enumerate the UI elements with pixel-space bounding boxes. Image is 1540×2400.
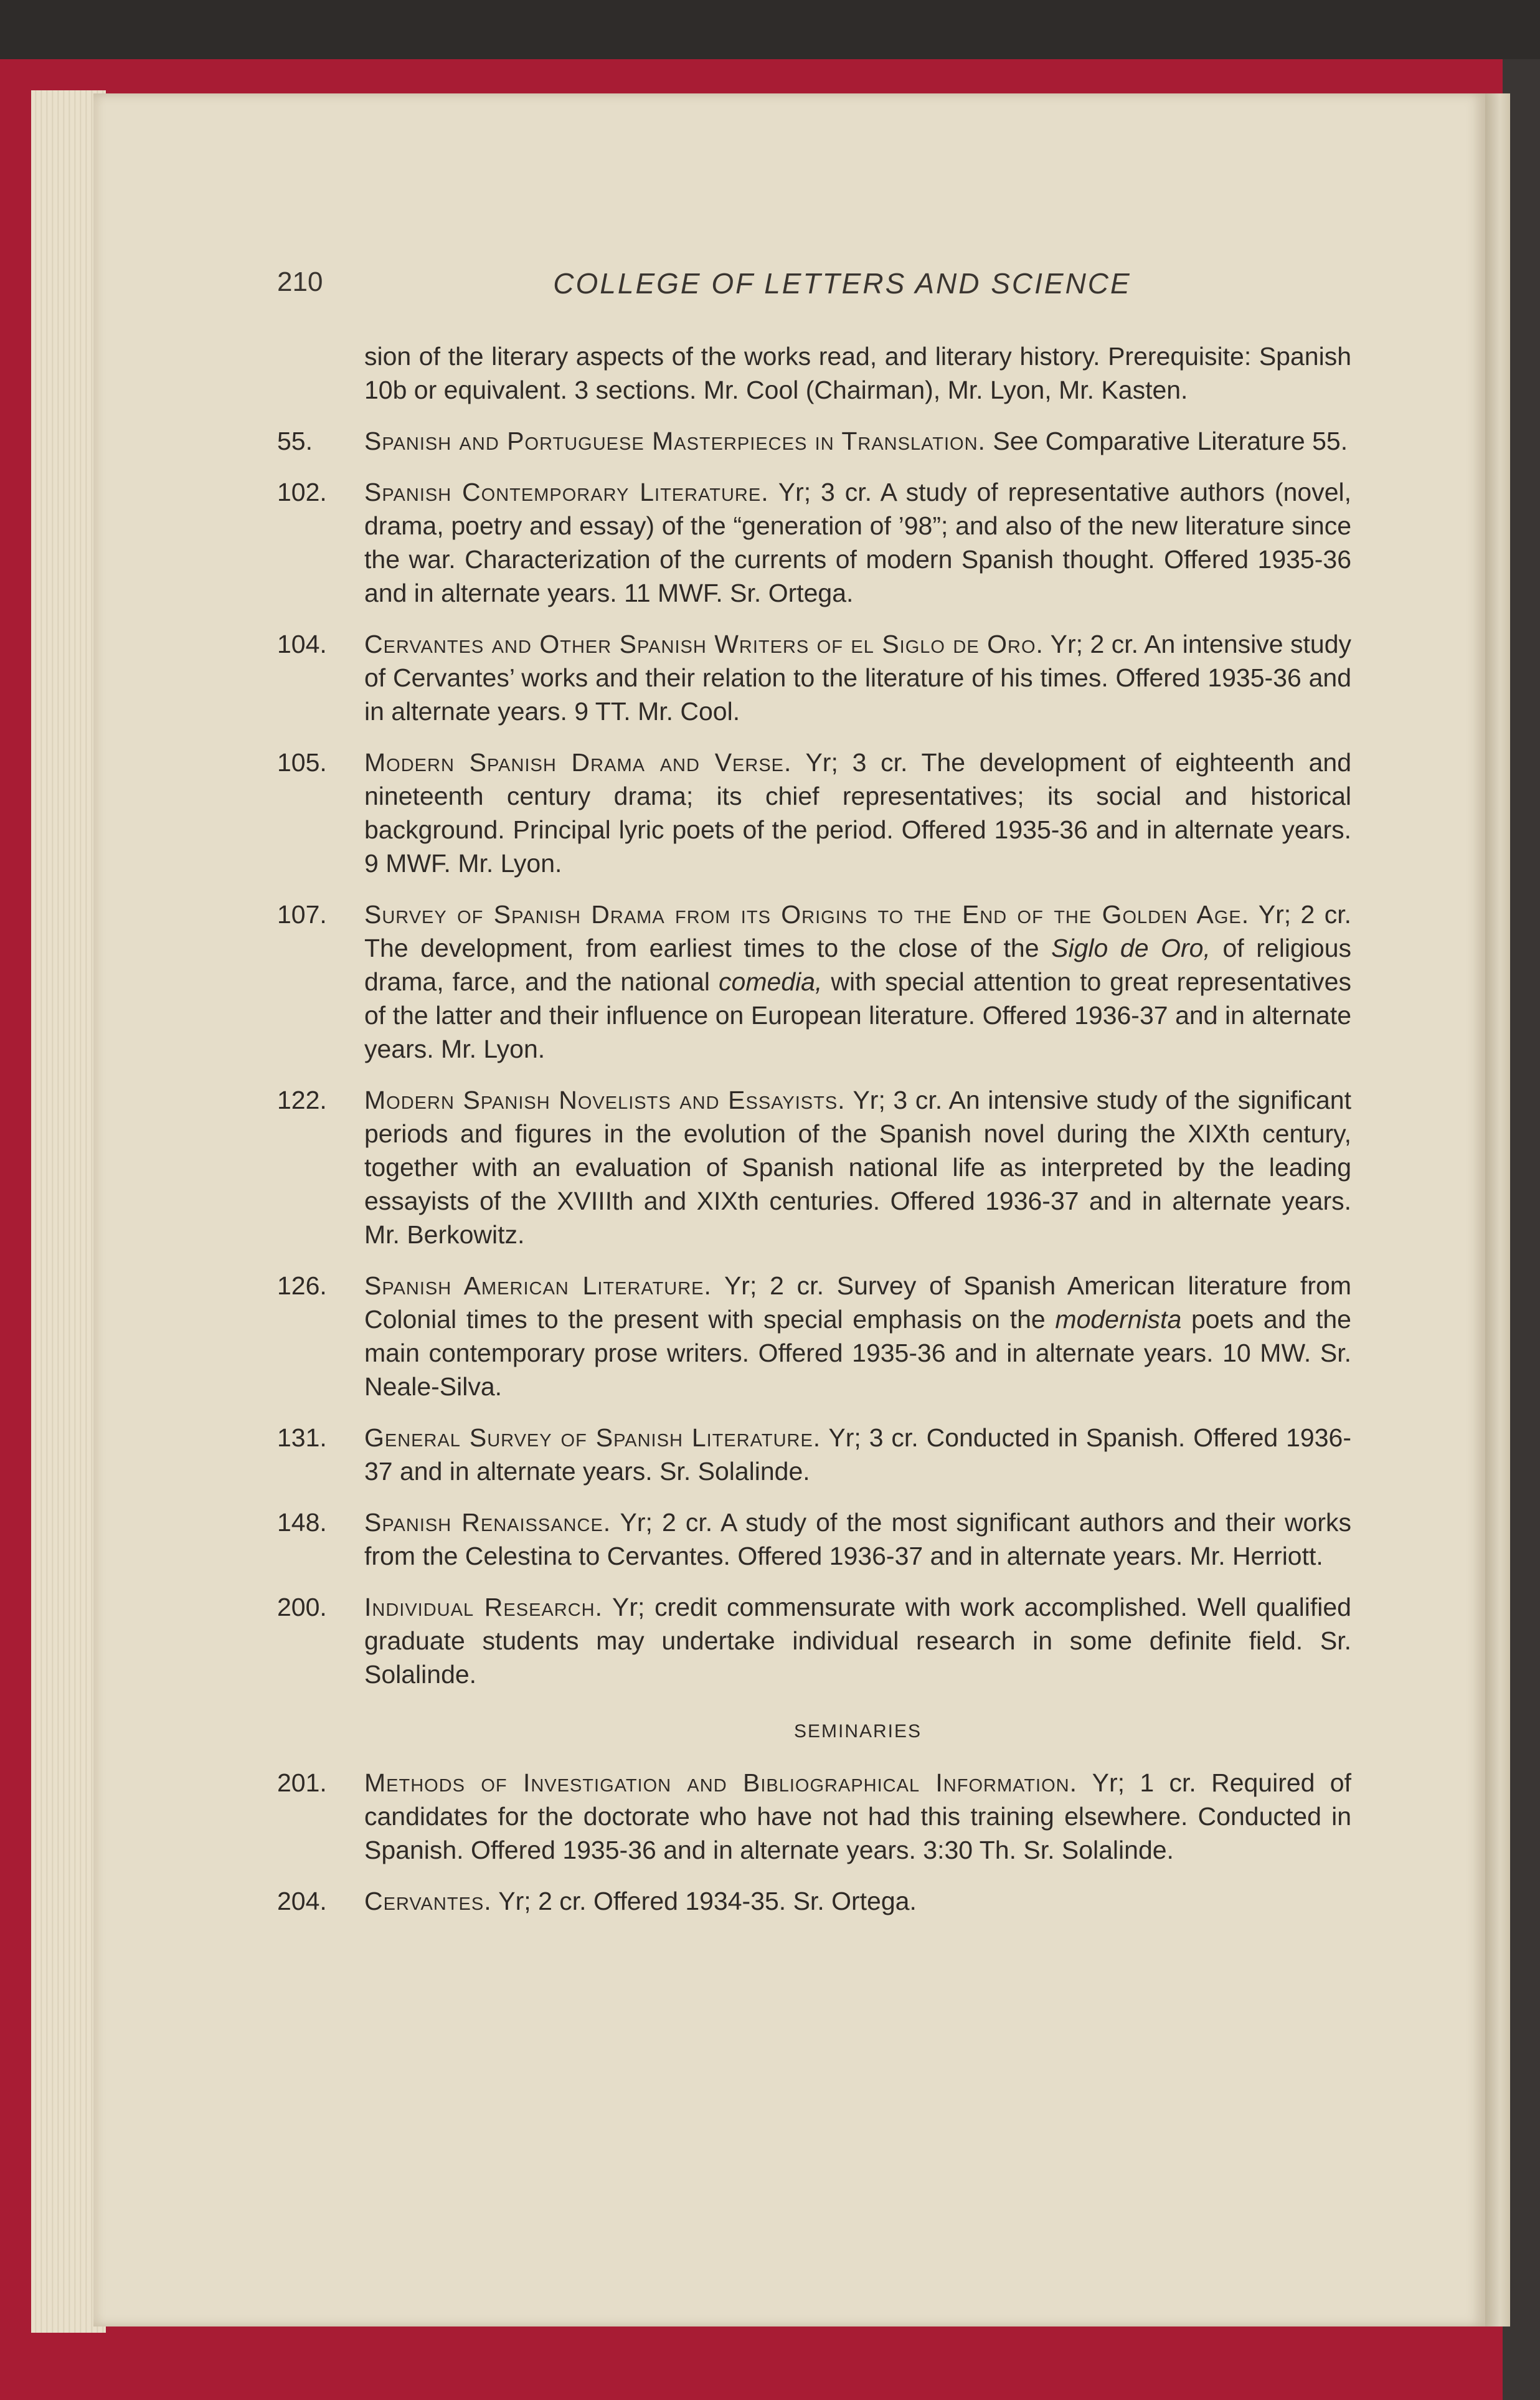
course-description: poets and the main contemporary prose writers. Offered 1935-36 and in alternate years. 10 MW. Sr. Neale-Silva. [364,1305,1351,1401]
course-description: Yr; 3 cr. The development of eighteenth and nineteenth century drama; its chief representatives; its social and historical background. Principal lyric poets of the period. Offered 1935-36 and in alternate years. 9 MWF. Mr. Lyon. [364,748,1352,878]
course-description: of religious drama, farce, and the national [364,934,1351,996]
seminar-entry [277,1766,1351,1867]
course-number: 55. [277,427,313,455]
course-title: Spanish American Literature. [364,1271,712,1300]
course-description: Yr; 2 cr. An intensive study of Cervantes’ works and their relation to the literature of his times. Offered 1935-36 and in alternate years. 9 TT. Mr. Cool. [364,630,1351,726]
course-entry [277,1269,1351,1403]
course-entry [277,627,1351,728]
course-entry [277,1590,1351,1691]
course-description: Yr; 2 cr. A study of the most significant authors and their works from the Celestina to Cervantes. Offered 1936-37 and in alternate years. Mr. Herriott. [364,1508,1352,1570]
course-title: Modern Spanish Novelists and Essayists. [364,1086,846,1114]
course-title: Individual Research. [364,1593,603,1621]
seminar-title: Cervantes. [364,1887,492,1915]
seminars-heading: SEMINARIES [793,1721,922,1742]
course-title: Spanish and Portuguese Masterpieces in Translation. [364,427,986,455]
seminar-title: Methods of Investigation and Bibliographical Information. [364,1768,1077,1797]
course-title: Spanish Contemporary Literature. [364,478,769,506]
course-entry [277,1506,1351,1573]
course-description: Yr; credit commensurate with work accomplished. Well qualified graduate students may undertake individual research in some definite field. Sr. Solalinde. [364,1593,1351,1689]
seminar-description: Yr; 1 cr. Required of candidates for the doctorate who have not had this training elsewhere. Conducted in Spanish. Offered 1935-36 and in alternate years. 3:30 Th. Sr. Solalinde. [364,1768,1351,1864]
page-gutter [1485,93,1510,2326]
course-italic-term: modernista [1055,1305,1182,1334]
course-number: 102. [277,478,327,506]
course-number: 148. [277,1508,327,1537]
course-title: Modern Spanish Drama and Verse. [364,748,792,777]
course-description: Yr; 2 cr. The development, from earliest times to the close of the [364,900,1351,962]
course-number: 105. [277,748,327,777]
course-number: 122. [277,1086,327,1114]
course-number: 131. [277,1423,327,1452]
course-description: Yr; 3 cr. An intensive study of the significant periods and figures in the evolution of the Spanish novel during the XIXth century, together with an evaluation of Spanish national life as interpreted by the leading essayists of the XVIIIth and XIXth centuries. Offered 1936-37 and in alternate years. Mr. Berkowitz. [364,1086,1351,1249]
course-title: Survey of Spanish Drama from its Origins to the End of the Golden Age. [364,900,1250,929]
page-number: 210 [277,267,323,297]
seminar-number: 204. [277,1887,327,1915]
course-entry [277,1083,1351,1251]
continuation-paragraph: sion of the literary aspects of the works read, and literary history. Prerequisite: Spanish 10b or equivalent. 3 sections. Mr. Cool (Chairman), Mr. Lyon, Mr. Kasten. [364,342,1351,404]
course-title: Cervantes and Other Spanish Writers of el Siglo de Oro. [364,630,1044,658]
course-italic-term: comedia, [719,967,823,996]
course-number: 104. [277,630,327,658]
course-entry [277,746,1351,880]
course-title: General Survey of Spanish Literature. [364,1423,821,1452]
seminar-entry [277,1884,1351,1918]
course-description: with special attention to great representatives of the latter and their influence on European literature. Offered 1936-37 and in alternate years. Mr. Lyon. [364,967,1351,1063]
page-body [277,339,1351,1918]
page-header [277,267,1407,304]
seminar-number: 201. [277,1768,327,1797]
course-number: 107. [277,900,327,929]
course-title: Spanish Renaissance. [364,1508,612,1537]
course-italic-term: Siglo de Oro, [1051,934,1211,962]
running-head: COLLEGE OF LETTERS AND SCIENCE [553,267,1131,300]
course-entry [277,424,1351,458]
course-description: Yr; 2 cr. Survey of Spanish American literature from Colonial times to the present with special emphasis on the [364,1271,1351,1334]
course-number: 126. [277,1271,327,1300]
course-number: 200. [277,1593,327,1621]
course-description: Yr; 3 cr. Conducted in Spanish. Offered 1936-37 and in alternate years. Sr. Solalinde. [364,1423,1351,1486]
seminar-description: Yr; 2 cr. Offered 1934-35. Sr. Ortega. [498,1887,917,1915]
course-entry [277,475,1351,610]
course-description: See Comparative Literature 55. [993,427,1348,455]
course-entry [277,1421,1351,1488]
course-entry [277,898,1351,1066]
course-description: Yr; 3 cr. A study of representative authors (novel, drama, poetry and essay) of the “generation of ’98”; and also of the new literature since the war. Characterization of the currents of modern Spanish thought. Offered 1935-36 and in alternate years. 11 MWF. Sr. Ortega. [364,478,1351,607]
